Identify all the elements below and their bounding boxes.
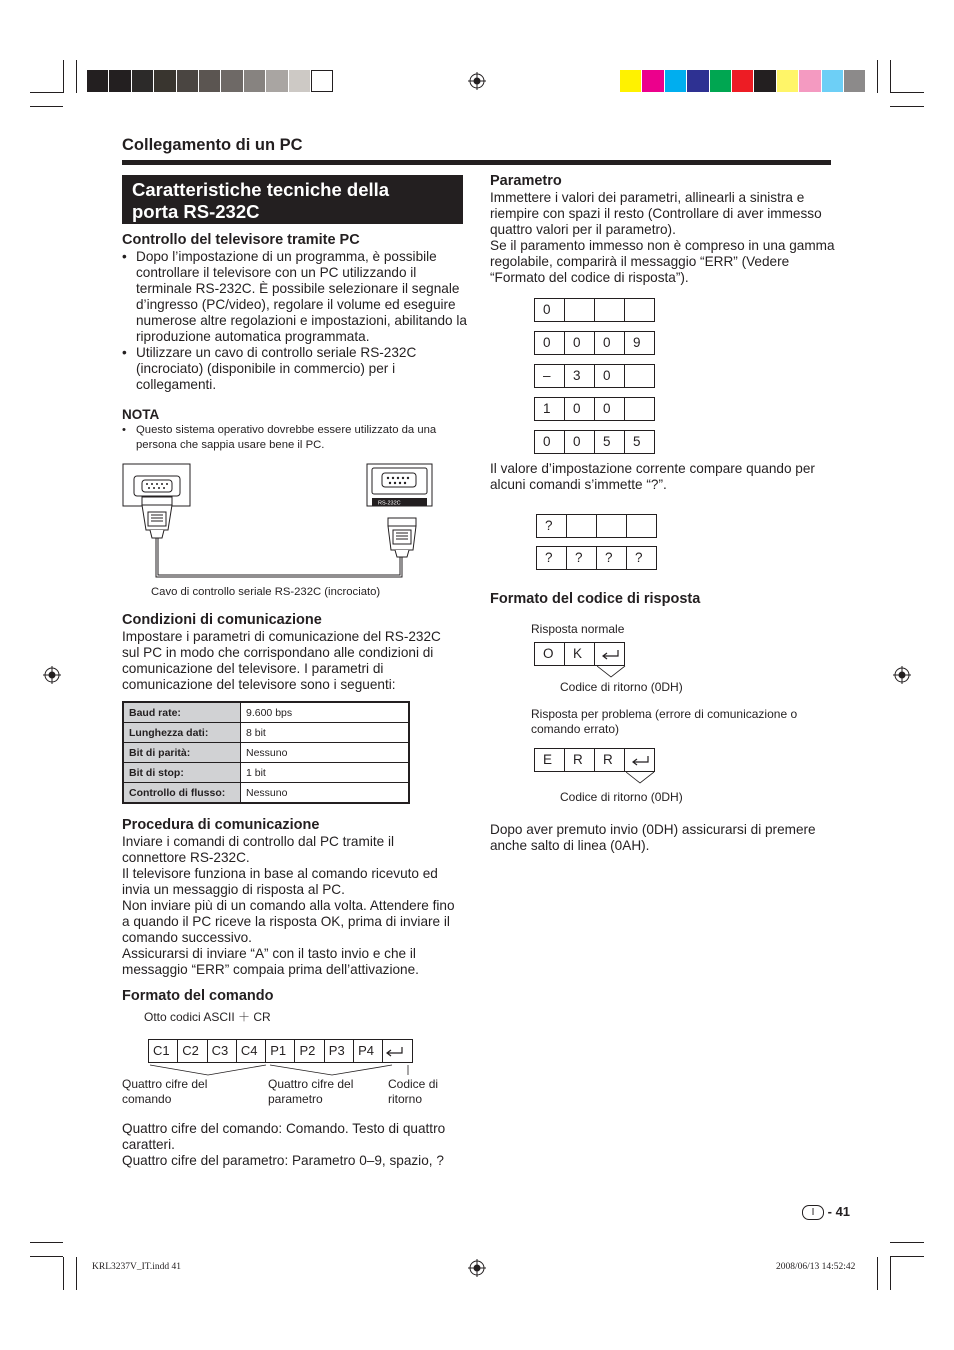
parameter-text <box>490 190 835 286</box>
footer-datetime: 2008/06/13 14:52:42 <box>776 1262 856 1272</box>
grid-cell: O <box>534 642 565 666</box>
color-swatch <box>199 70 221 92</box>
color-swatch <box>665 70 687 92</box>
paragraph: Immettere i valori dei parametri, allinearli a sinistra e riempire con spazi il resto (Controllare di aver immesso quattro valori per il parametro). <box>490 190 822 237</box>
return-key-icon <box>382 1039 412 1063</box>
crop-mark <box>30 1256 63 1257</box>
section-rule <box>122 160 831 165</box>
nota-heading: NOTA <box>122 407 160 422</box>
color-swatch <box>620 70 642 92</box>
label-command-digits: Quattro cifre del comando <box>122 1077 208 1106</box>
color-swatch <box>266 70 288 92</box>
grid-cell: ? <box>566 546 597 570</box>
table-row <box>123 743 409 763</box>
paragraph: Quattro cifre del parametro: Parametro 0–9, spazio, ? <box>122 1153 444 1168</box>
grid-cell: R <box>594 748 625 772</box>
page-num: 41 <box>835 1204 851 1219</box>
grid-cell <box>624 298 655 322</box>
crop-mark <box>890 1242 924 1243</box>
grid-cell: P1 <box>265 1039 295 1063</box>
spec-value: 9.600 bps <box>241 702 410 723</box>
grid-cell: R <box>564 748 595 772</box>
grid-cell <box>596 514 627 538</box>
parameter-grid <box>534 331 655 355</box>
list-item: • Questo sistema operativo dovrebbe essere utilizzato da una persona che sappia usare bene il PC. <box>122 423 452 452</box>
normal-response-label: Risposta normale <box>531 622 625 636</box>
grid-cell: 5 <box>624 430 655 454</box>
final-text: Dopo aver premuto invio (0DH) assicurarsi di premere anche salto di linea (0AH). <box>490 822 816 853</box>
page-separator: - <box>824 1204 836 1219</box>
procedure-text <box>122 834 457 978</box>
return-key-icon <box>624 748 655 772</box>
color-swatch <box>177 70 199 92</box>
process-color-bar <box>620 70 866 92</box>
grid-cell: P3 <box>324 1039 354 1063</box>
spec-value: 1 bit <box>241 763 410 783</box>
color-swatch <box>221 70 243 92</box>
list-item: • Utilizzare un cavo di controllo seriale RS-232C (incrociato) (disponibile in commercio) per i collegamenti. <box>122 345 467 393</box>
rs232c-connection-diagram <box>120 460 440 585</box>
table-row <box>123 783 409 804</box>
error-response-grid <box>534 748 655 772</box>
color-swatch <box>642 70 664 92</box>
title-line: Caratteristiche tecniche della <box>132 179 390 200</box>
grid-cell: C2 <box>177 1039 207 1063</box>
grid-cell: P4 <box>353 1039 383 1063</box>
nota-text <box>122 423 452 452</box>
parameter-grid <box>534 364 655 388</box>
crop-mark <box>890 60 891 93</box>
grid-cell <box>594 298 625 322</box>
conditions-text: Impostare i parametri di comunicazione del RS-232C sul PC in modo che corrispondano alle condizioni di comunicazione del televisore. I parametri di comunicazione del televisore sono i seguenti: <box>122 629 441 692</box>
grid-cell: 1 <box>534 397 565 421</box>
parameter-grid <box>534 298 655 322</box>
communication-spec-table <box>122 701 410 804</box>
control-heading: Controllo del televisore tramite PC <box>122 232 360 248</box>
grid-cell: ? <box>536 514 567 538</box>
paragraph: Quattro cifre del comando: Comando. Testo di quattro caratteri. <box>122 1121 446 1152</box>
spec-value: Nessuno <box>241 743 410 763</box>
parameter-grid <box>534 397 655 421</box>
paragraph: Se il paramento immesso non è compreso in una gamma regolabile, comparirà il messaggio “ERR” (Vedere “Formato del codice di risposta”). <box>490 238 835 285</box>
grid-cell: 0 <box>534 298 565 322</box>
crop-mark <box>890 1256 924 1257</box>
command-subtitle: Otto codici ASCII ＋ CR <box>144 1010 271 1024</box>
command-brackets <box>148 1063 428 1077</box>
color-swatch <box>87 70 109 92</box>
crop-mark <box>30 106 63 107</box>
grid-cell: ? <box>536 546 567 570</box>
spec-key: Controllo di flusso: <box>123 783 241 804</box>
grid-cell: 0 <box>534 331 565 355</box>
grid-cell: 0 <box>564 430 595 454</box>
color-swatch <box>844 70 866 92</box>
grid-cell: 0 <box>594 331 625 355</box>
grid-cell: P2 <box>294 1039 324 1063</box>
return-pointer <box>597 666 627 678</box>
grid-cell: C1 <box>148 1039 178 1063</box>
label-return-code: Codice di ritorno <box>388 1077 439 1106</box>
parameter-grid <box>534 430 655 454</box>
parameter-heading: Parametro <box>490 173 562 189</box>
normal-response-grid <box>534 642 625 666</box>
crop-mark <box>63 60 64 93</box>
registration-mark-icon <box>893 666 911 684</box>
grid-cell: – <box>534 364 565 388</box>
grid-cell <box>564 298 595 322</box>
grid-cell: 0 <box>534 430 565 454</box>
label-parameter-digits: Quattro cifre del parametro <box>268 1077 354 1106</box>
table-row <box>123 723 409 743</box>
color-swatch <box>289 70 311 92</box>
query-grid <box>536 546 657 570</box>
table-row <box>123 702 409 723</box>
crop-mark <box>877 60 878 93</box>
response-heading: Formato del codice di risposta <box>490 591 701 607</box>
paragraph: Il televisore funziona in base al comando ricevuto ed invia un messaggio di risposta al PC. <box>122 866 438 897</box>
crop-mark <box>76 60 77 93</box>
color-swatch <box>687 70 709 92</box>
color-swatch <box>710 70 732 92</box>
color-swatch <box>777 70 799 92</box>
return-code-label: Codice di ritorno (0DH) <box>560 680 683 694</box>
registration-mark-icon <box>468 72 486 90</box>
color-swatch <box>244 70 266 92</box>
crop-mark <box>63 1257 64 1290</box>
grid-cell: 0 <box>564 331 595 355</box>
color-swatch <box>799 70 821 92</box>
paragraph: Non inviare più di un comando alla volta. Attendere fino a quando il PC riceve la risposta OK, prima di inviare il comando successivo. <box>122 898 455 945</box>
command-format-grid <box>148 1039 413 1063</box>
spec-key: Baud rate: <box>123 702 241 723</box>
color-swatch <box>732 70 754 92</box>
spec-value: 8 bit <box>241 723 410 743</box>
color-swatch <box>754 70 776 92</box>
grid-cell: 9 <box>624 331 655 355</box>
grid-cell <box>624 397 655 421</box>
language-badge: I <box>802 1205 824 1220</box>
grid-cell: C3 <box>207 1039 237 1063</box>
error-response-label: Risposta per problema (errore di comunicazione o comando errato) <box>531 707 798 736</box>
grid-cell: 5 <box>594 430 625 454</box>
grid-cell <box>626 514 657 538</box>
crop-mark <box>30 1242 63 1243</box>
grid-cell: ? <box>596 546 627 570</box>
spec-key: Lunghezza dati: <box>123 723 241 743</box>
return-key-icon <box>594 642 625 666</box>
page-number <box>802 1204 850 1220</box>
table-row <box>123 763 409 783</box>
command-heading: Formato del comando <box>122 988 274 1004</box>
paragraph: Inviare i comandi di controllo dal PC tramite il connettore RS-232C. <box>122 834 394 865</box>
grid-cell: E <box>534 748 565 772</box>
cable-caption: Cavo di controllo seriale RS-232C (incrociato) <box>151 586 381 598</box>
control-bullets <box>122 249 467 393</box>
color-swatch <box>109 70 131 92</box>
grid-cell: 0 <box>564 397 595 421</box>
footer-file: KRL3237V_IT.indd 41 <box>92 1262 182 1272</box>
spec-key: Bit di stop: <box>123 763 241 783</box>
grid-cell: ? <box>626 546 657 570</box>
crop-mark <box>877 1257 878 1290</box>
crop-mark <box>30 92 63 93</box>
grid-cell: 0 <box>594 364 625 388</box>
query-grid <box>536 514 657 538</box>
paragraph: Assicurarsi di inviare “A” con il tasto invio e che il messaggio “ERR” compaia prima dell’attivazione. <box>122 946 419 977</box>
section-title: Collegamento di un PC <box>122 136 303 154</box>
grid-cell: C4 <box>236 1039 266 1063</box>
grid-cell: 3 <box>564 364 595 388</box>
list-item: • Dopo l’impostazione di un programma, è possibile controllare il televisore con un PC utilizzando il terminale RS-232C. È possibile selezionare il segnale d’ingresso (PC/video), regolare il volume ed eseguire numerose altre regolazioni e impostazioni, abilitando la riproduzione automatica programmata. <box>122 249 467 345</box>
conditions-heading: Condizioni di comunicazione <box>122 612 322 628</box>
port-label: RS-232C <box>378 500 401 507</box>
registration-mark-icon <box>43 666 61 684</box>
return-code-label: Codice di ritorno (0DH) <box>560 790 683 804</box>
color-swatch <box>132 70 154 92</box>
crop-mark <box>890 92 924 93</box>
color-swatch <box>154 70 176 92</box>
title-line: porta RS-232C <box>132 201 260 222</box>
command-notes <box>122 1121 467 1169</box>
gray-color-bar <box>87 70 333 92</box>
spec-key: Bit di parità: <box>123 743 241 763</box>
crop-mark <box>76 1257 77 1290</box>
color-swatch <box>822 70 844 92</box>
title-box <box>122 175 463 224</box>
query-text: Il valore d’impostazione corrente compare quando per alcuni comandi s’immette “?”. <box>490 461 815 492</box>
grid-cell: 0 <box>594 397 625 421</box>
crop-mark <box>890 1257 891 1290</box>
return-pointer <box>626 772 656 784</box>
spec-value: Nessuno <box>241 783 410 804</box>
grid-cell: K <box>564 642 595 666</box>
procedure-heading: Procedura di comunicazione <box>122 817 320 833</box>
grid-cell <box>566 514 597 538</box>
registration-mark-icon <box>468 1259 486 1277</box>
grid-cell <box>624 364 655 388</box>
color-swatch <box>311 70 333 92</box>
crop-mark <box>890 106 924 107</box>
